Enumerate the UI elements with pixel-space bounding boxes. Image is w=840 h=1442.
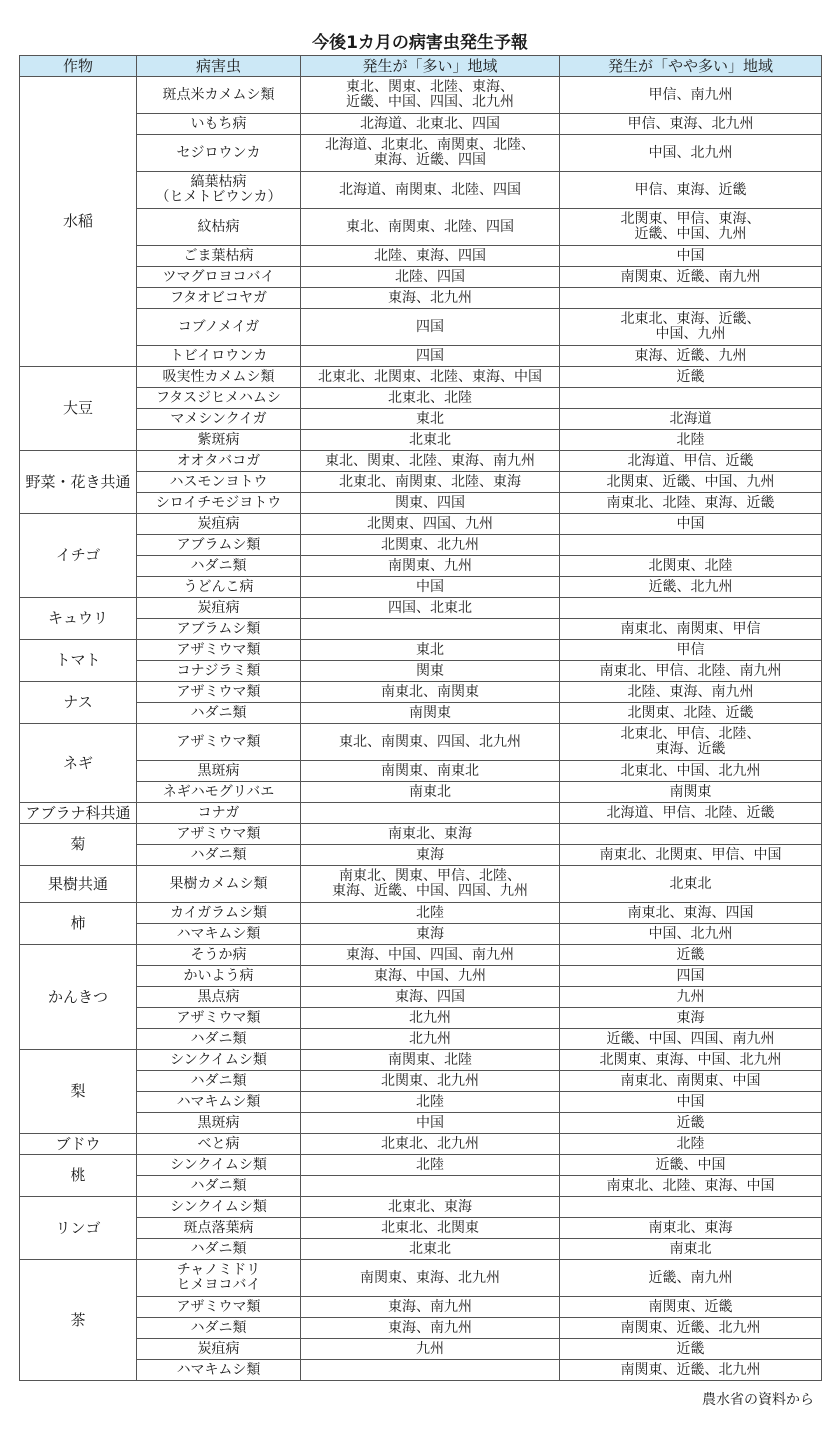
some-regions-cell: 南東北、北陸、東海、中国 — [560, 1176, 822, 1197]
table-row — [20, 1176, 822, 1197]
pest-cell: トビイロウンカ — [137, 346, 301, 367]
some-regions-cell: 北関東、北陸、近畿 — [560, 703, 822, 724]
many-regions-cell: 北陸 — [301, 1155, 560, 1176]
pest-cell: カイガラムシ類 — [137, 903, 301, 924]
crop-cell: かんきつ — [20, 945, 137, 1050]
some-regions-cell: 近畿、北九州 — [560, 577, 822, 598]
many-regions-cell: 東北、南関東、北陸、四国 — [301, 209, 560, 246]
many-regions-cell: 北九州 — [301, 1029, 560, 1050]
some-regions-cell: 南関東 — [560, 782, 822, 803]
some-regions-cell: 南関東、近畿、北九州 — [560, 1360, 822, 1381]
pest-cell: アザミウマ類 — [137, 724, 301, 761]
many-regions-cell: 東海、南九州 — [301, 1297, 560, 1318]
crop-cell: 野菜・花き共通 — [20, 451, 137, 514]
table-row — [20, 493, 822, 514]
many-regions-cell: 東海、四国 — [301, 987, 560, 1008]
some-regions-cell — [560, 1197, 822, 1218]
pest-cell: シンクイムシ類 — [137, 1197, 301, 1218]
pest-cell: ハダニ類 — [137, 1318, 301, 1339]
pest-cell: アザミウマ類 — [137, 824, 301, 845]
many-regions-cell: 北関東、北九州 — [301, 1071, 560, 1092]
many-regions-cell: 北東北、北陸 — [301, 388, 560, 409]
table-row — [20, 1029, 822, 1050]
crop-cell: リンゴ — [20, 1197, 137, 1260]
many-regions-cell: 南関東、東海、北九州 — [301, 1260, 560, 1297]
many-regions-cell: 北東北 — [301, 430, 560, 451]
table-row — [20, 724, 822, 761]
some-regions-cell: 近畿 — [560, 1339, 822, 1360]
some-regions-cell: 中国 — [560, 514, 822, 535]
pest-cell: ハダニ類 — [137, 1071, 301, 1092]
some-regions-cell: 南東北、南関東、中国 — [560, 1071, 822, 1092]
pest-cell: 吸実性カメムシ類 — [137, 367, 301, 388]
pest-cell: ハマキムシ類 — [137, 1360, 301, 1381]
page-title: 今後1カ月の病害虫発生予報 — [312, 33, 528, 53]
many-regions-cell: 北陸 — [301, 903, 560, 924]
some-regions-cell: 北東北、中国、北九州 — [560, 761, 822, 782]
header-many-regions: 発生が「多い」地域 — [301, 56, 560, 77]
pest-cell: アザミウマ類 — [137, 1297, 301, 1318]
crop-cell: キュウリ — [20, 598, 137, 640]
many-regions-cell: 東海、北九州 — [301, 288, 560, 309]
some-regions-cell: 南東北、東海、四国 — [560, 903, 822, 924]
table-row — [20, 803, 822, 824]
table-row — [20, 1339, 822, 1360]
pest-cell: マメシンクイガ — [137, 409, 301, 430]
many-regions-cell: 北関東、北九州 — [301, 535, 560, 556]
some-regions-cell: 北海道 — [560, 409, 822, 430]
table-row — [20, 209, 822, 246]
pest-cell: セジロウンカ — [137, 135, 301, 172]
table-row — [20, 1008, 822, 1029]
pest-cell: フタスジヒメハムシ — [137, 388, 301, 409]
many-regions-cell: 中国 — [301, 577, 560, 598]
pest-cell: フタオビコヤガ — [137, 288, 301, 309]
pest-cell: 黒斑病 — [137, 761, 301, 782]
pest-cell: チャノミドリ ヒメヨコバイ — [137, 1260, 301, 1297]
many-regions-cell: 東北、関東、北陸、東海、南九州 — [301, 451, 560, 472]
forecast-table — [19, 55, 822, 1381]
many-regions-cell: 東海、南九州 — [301, 1318, 560, 1339]
table-row — [20, 866, 822, 903]
pest-cell: ネギハモグリバエ — [137, 782, 301, 803]
table-row — [20, 577, 822, 598]
table-row — [20, 77, 822, 114]
pest-cell: ハマキムシ類 — [137, 1092, 301, 1113]
pest-cell: 斑点米カメムシ類 — [137, 77, 301, 114]
table-row — [20, 1197, 822, 1218]
table-row — [20, 1071, 822, 1092]
table-row — [20, 924, 822, 945]
pest-cell: コナガ — [137, 803, 301, 824]
some-regions-cell: 甲信、南九州 — [560, 77, 822, 114]
some-regions-cell: 四国 — [560, 966, 822, 987]
many-regions-cell: 北陸 — [301, 1092, 560, 1113]
some-regions-cell: 北関東、北陸 — [560, 556, 822, 577]
pest-cell: いもち病 — [137, 114, 301, 135]
some-regions-cell: 北海道、甲信、北陸、近畿 — [560, 803, 822, 824]
table-row — [20, 903, 822, 924]
some-regions-cell: 北東北、東海、近畿、 中国、九州 — [560, 309, 822, 346]
crop-cell: 大豆 — [20, 367, 137, 451]
many-regions-cell: 北東北、北関東、北陸、東海、中国 — [301, 367, 560, 388]
table-row — [20, 782, 822, 803]
pest-cell: シンクイムシ類 — [137, 1050, 301, 1071]
table-row — [20, 135, 822, 172]
table-row — [20, 598, 822, 619]
crop-cell: 桃 — [20, 1155, 137, 1197]
some-regions-cell: 中国、北九州 — [560, 924, 822, 945]
crop-cell: ネギ — [20, 724, 137, 803]
pest-cell: シンクイムシ類 — [137, 1155, 301, 1176]
some-regions-cell — [560, 824, 822, 845]
many-regions-cell: 南関東、九州 — [301, 556, 560, 577]
table-row — [20, 267, 822, 288]
many-regions-cell: 東海、中国、四国、南九州 — [301, 945, 560, 966]
pest-cell: 紫斑病 — [137, 430, 301, 451]
header-row — [20, 56, 822, 77]
some-regions-cell: 九州 — [560, 987, 822, 1008]
some-regions-cell: 中国 — [560, 246, 822, 267]
table-row — [20, 246, 822, 267]
many-regions-cell: 北東北 — [301, 1239, 560, 1260]
some-regions-cell: 北関東、甲信、東海、 近畿、中国、九州 — [560, 209, 822, 246]
pest-cell: 黒斑病 — [137, 1113, 301, 1134]
table-row — [20, 1050, 822, 1071]
some-regions-cell: 北関東、東海、中国、北九州 — [560, 1050, 822, 1071]
table-row — [20, 472, 822, 493]
pest-cell: アザミウマ類 — [137, 1008, 301, 1029]
pest-cell: 炭疽病 — [137, 1339, 301, 1360]
pest-cell: かいよう病 — [137, 966, 301, 987]
many-regions-cell: 北東北、北関東 — [301, 1218, 560, 1239]
pest-cell: 炭疽病 — [137, 598, 301, 619]
table-row — [20, 288, 822, 309]
many-regions-cell: 南関東、北陸 — [301, 1050, 560, 1071]
many-regions-cell: 南東北、南関東 — [301, 682, 560, 703]
crop-cell: 梨 — [20, 1050, 137, 1134]
pest-cell: 果樹カメムシ類 — [137, 866, 301, 903]
many-regions-cell: 東北、関東、北陸、東海、 近畿、中国、四国、北九州 — [301, 77, 560, 114]
many-regions-cell: 北陸、四国 — [301, 267, 560, 288]
table-row — [20, 556, 822, 577]
some-regions-cell: 南東北、東海 — [560, 1218, 822, 1239]
pest-cell: シロイチモジヨトウ — [137, 493, 301, 514]
pest-cell: オオタバコガ — [137, 451, 301, 472]
many-regions-cell — [301, 1360, 560, 1381]
many-regions-cell: 東海、中国、九州 — [301, 966, 560, 987]
table-row — [20, 682, 822, 703]
source-note: 農水省の資料から — [702, 1392, 814, 1408]
pest-cell: アザミウマ類 — [137, 640, 301, 661]
some-regions-cell: 南東北、甲信、北陸、南九州 — [560, 661, 822, 682]
some-regions-cell: 近畿 — [560, 367, 822, 388]
table-row — [20, 346, 822, 367]
many-regions-cell: 四国 — [301, 346, 560, 367]
table-row — [20, 1318, 822, 1339]
some-regions-cell: 中国 — [560, 1092, 822, 1113]
some-regions-cell: 南東北、北陸、東海、近畿 — [560, 493, 822, 514]
many-regions-cell: 北海道、南関東、北陸、四国 — [301, 172, 560, 209]
table-row — [20, 1134, 822, 1155]
some-regions-cell: 近畿、中国、四国、南九州 — [560, 1029, 822, 1050]
some-regions-cell: 北東北、甲信、北陸、 東海、近畿 — [560, 724, 822, 761]
crop-cell: 果樹共通 — [20, 866, 137, 903]
table-row — [20, 703, 822, 724]
table-row — [20, 409, 822, 430]
pest-cell: アブラムシ類 — [137, 619, 301, 640]
table-row — [20, 1218, 822, 1239]
some-regions-cell: 甲信 — [560, 640, 822, 661]
table-row — [20, 1297, 822, 1318]
some-regions-cell: 南関東、近畿、北九州 — [560, 1318, 822, 1339]
crop-cell: 柿 — [20, 903, 137, 945]
some-regions-cell: 北陸、東海、南九州 — [560, 682, 822, 703]
many-regions-cell: 南東北 — [301, 782, 560, 803]
pest-cell: ごま葉枯病 — [137, 246, 301, 267]
pest-cell: ハダニ類 — [137, 703, 301, 724]
many-regions-cell: 北陸、東海、四国 — [301, 246, 560, 267]
some-regions-cell: 南関東、近畿 — [560, 1297, 822, 1318]
pest-cell: アザミウマ類 — [137, 682, 301, 703]
pest-cell: 紋枯病 — [137, 209, 301, 246]
many-regions-cell: 東北 — [301, 640, 560, 661]
many-regions-cell: 四国 — [301, 309, 560, 346]
table-row — [20, 535, 822, 556]
pest-cell: 黒点病 — [137, 987, 301, 1008]
many-regions-cell: 東北、南関東、四国、北九州 — [301, 724, 560, 761]
pest-cell: ハダニ類 — [137, 1176, 301, 1197]
pest-cell: ツマグロヨコバイ — [137, 267, 301, 288]
table-row — [20, 367, 822, 388]
table-row — [20, 1092, 822, 1113]
many-regions-cell: 四国、北東北 — [301, 598, 560, 619]
table-row — [20, 824, 822, 845]
table-row — [20, 987, 822, 1008]
table-row — [20, 451, 822, 472]
table-row — [20, 1239, 822, 1260]
table-row — [20, 640, 822, 661]
many-regions-cell: 東海 — [301, 924, 560, 945]
crop-cell: 菊 — [20, 824, 137, 866]
header-some-regions: 発生が「やや多い」地域 — [560, 56, 822, 77]
crop-cell: イチゴ — [20, 514, 137, 598]
some-regions-cell: 南東北、南関東、甲信 — [560, 619, 822, 640]
many-regions-cell: 北海道、北東北、南関東、北陸、 東海、近畿、四国 — [301, 135, 560, 172]
some-regions-cell: 近畿 — [560, 945, 822, 966]
crop-cell: アブラナ科共通 — [20, 803, 137, 824]
many-regions-cell: 北東北、南関東、北陸、東海 — [301, 472, 560, 493]
pest-cell: 炭疽病 — [137, 514, 301, 535]
table-row — [20, 1155, 822, 1176]
many-regions-cell: 北東北、北九州 — [301, 1134, 560, 1155]
crop-cell: 茶 — [20, 1260, 137, 1381]
table-row — [20, 1260, 822, 1297]
many-regions-cell: 南関東、南東北 — [301, 761, 560, 782]
many-regions-cell: 北九州 — [301, 1008, 560, 1029]
pest-cell: ハダニ類 — [137, 1029, 301, 1050]
some-regions-cell: 甲信、東海、北九州 — [560, 114, 822, 135]
many-regions-cell — [301, 619, 560, 640]
many-regions-cell: 九州 — [301, 1339, 560, 1360]
some-regions-cell: 北関東、近畿、中国、九州 — [560, 472, 822, 493]
table-row — [20, 114, 822, 135]
crop-cell: ブドウ — [20, 1134, 137, 1155]
many-regions-cell: 北東北、東海 — [301, 1197, 560, 1218]
some-regions-cell: 北海道、甲信、近畿 — [560, 451, 822, 472]
some-regions-cell — [560, 598, 822, 619]
many-regions-cell: 南東北、関東、甲信、北陸、 東海、近畿、中国、四国、九州 — [301, 866, 560, 903]
some-regions-cell — [560, 388, 822, 409]
many-regions-cell: 関東、四国 — [301, 493, 560, 514]
pest-cell: うどんこ病 — [137, 577, 301, 598]
many-regions-cell: 南関東 — [301, 703, 560, 724]
pest-cell: そうか病 — [137, 945, 301, 966]
some-regions-cell: 北陸 — [560, 430, 822, 451]
some-regions-cell: 甲信、東海、近畿 — [560, 172, 822, 209]
some-regions-cell: 近畿、南九州 — [560, 1260, 822, 1297]
table-row — [20, 661, 822, 682]
pest-cell: アブラムシ類 — [137, 535, 301, 556]
table-row — [20, 172, 822, 209]
table-row — [20, 966, 822, 987]
some-regions-cell: 南東北、北関東、甲信、中国 — [560, 845, 822, 866]
table-row — [20, 430, 822, 451]
many-regions-cell: 東海 — [301, 845, 560, 866]
some-regions-cell — [560, 535, 822, 556]
many-regions-cell: 中国 — [301, 1113, 560, 1134]
table-row — [20, 309, 822, 346]
many-regions-cell: 南東北、東海 — [301, 824, 560, 845]
some-regions-cell: 北東北 — [560, 866, 822, 903]
many-regions-cell: 北関東、四国、九州 — [301, 514, 560, 535]
table-row — [20, 845, 822, 866]
table-row — [20, 945, 822, 966]
some-regions-cell: 南関東、近畿、南九州 — [560, 267, 822, 288]
many-regions-cell: 東北 — [301, 409, 560, 430]
table-row — [20, 514, 822, 535]
many-regions-cell — [301, 803, 560, 824]
table-row — [20, 761, 822, 782]
pest-cell: ハダニ類 — [137, 845, 301, 866]
header-crop: 作物 — [20, 56, 137, 77]
crop-cell: ナス — [20, 682, 137, 724]
table-body — [20, 77, 822, 1381]
table-row — [20, 619, 822, 640]
many-regions-cell — [301, 1176, 560, 1197]
pest-cell: 縞葉枯病 （ヒメトビウンカ） — [137, 172, 301, 209]
crop-cell: トマト — [20, 640, 137, 682]
pest-cell: べと病 — [137, 1134, 301, 1155]
pest-cell: 斑点落葉病 — [137, 1218, 301, 1239]
some-regions-cell: 近畿 — [560, 1113, 822, 1134]
table-row — [20, 1113, 822, 1134]
header-pest: 病害虫 — [137, 56, 301, 77]
table-row — [20, 388, 822, 409]
some-regions-cell: 北陸 — [560, 1134, 822, 1155]
many-regions-cell: 関東 — [301, 661, 560, 682]
many-regions-cell: 北海道、北東北、四国 — [301, 114, 560, 135]
some-regions-cell: 近畿、中国 — [560, 1155, 822, 1176]
pest-cell: ハダニ類 — [137, 1239, 301, 1260]
some-regions-cell: 中国、北九州 — [560, 135, 822, 172]
pest-cell: コナジラミ類 — [137, 661, 301, 682]
crop-cell: 水稲 — [20, 77, 137, 367]
some-regions-cell — [560, 288, 822, 309]
pest-cell: コブノメイガ — [137, 309, 301, 346]
pest-cell: ハダニ類 — [137, 556, 301, 577]
some-regions-cell: 南東北 — [560, 1239, 822, 1260]
some-regions-cell: 東海 — [560, 1008, 822, 1029]
pest-cell: ハマキムシ類 — [137, 924, 301, 945]
pest-cell: ハスモンヨトウ — [137, 472, 301, 493]
some-regions-cell: 東海、近畿、九州 — [560, 346, 822, 367]
table-row — [20, 1360, 822, 1381]
